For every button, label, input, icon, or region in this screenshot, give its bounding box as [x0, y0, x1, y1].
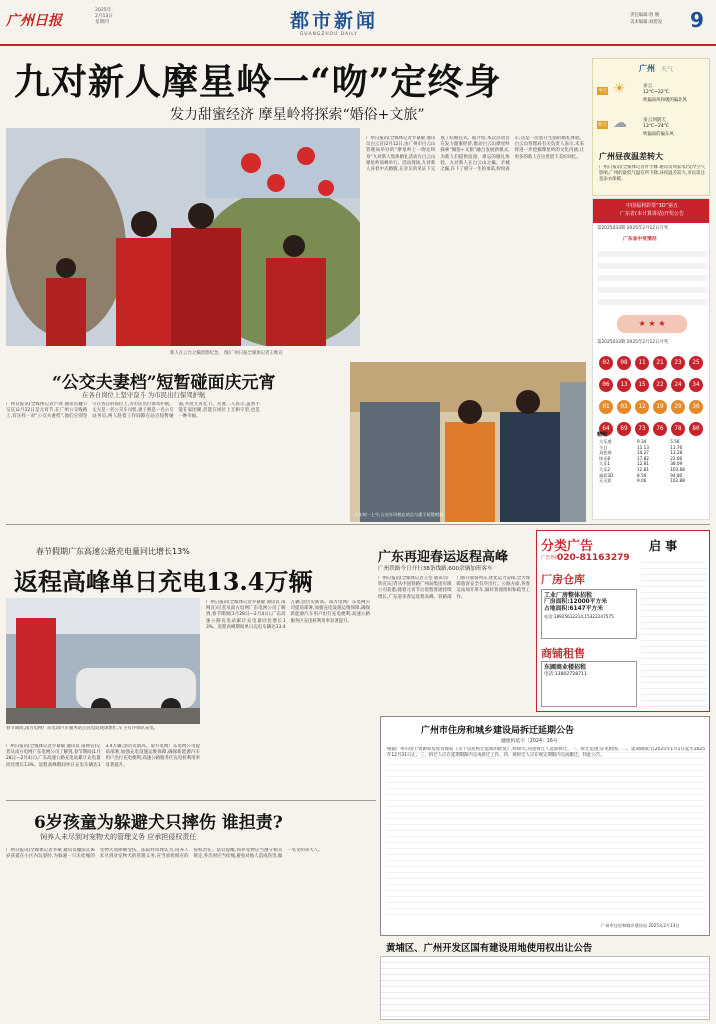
section-pinyin: GUANGZHOU DAILY: [300, 32, 358, 37]
lottery-number: 19: [653, 400, 667, 414]
relocation-title: 广州市住房和城乡建设局拆迁延期公告: [421, 726, 575, 736]
relocation-subtitle: 穗建拆延字〔2024〕16号: [501, 739, 558, 744]
lottery-table-row: 大乐2 12.81 103.88: [599, 466, 685, 472]
story3-headline: 返程高峰单日充电13.4万辆: [14, 567, 313, 596]
lottery-number: 13: [617, 378, 631, 392]
divider-2: [6, 800, 376, 801]
weather-label: 天气: [661, 66, 674, 73]
notice-title: 启 事: [649, 539, 678, 553]
weather-body: 广州日报讯(全媒体记者叶小娜 通讯员周家永)受冷空气影响,广州的最低气温有所下降,昼夜温差较大,市民需注意添衣保暖。: [599, 165, 705, 183]
lottery-number: 02: [599, 356, 613, 370]
lottery-number: 80: [689, 422, 703, 436]
lottery-number: 03: [617, 400, 631, 414]
factory-title: 厂房仓库: [541, 573, 585, 586]
lottery-section-label: 精明: [597, 432, 608, 438]
lottery-logo: ★ ★ ★: [617, 315, 687, 333]
story5-headline: 6岁孩童为躲避犬只摔伤 谁担责?: [34, 813, 283, 833]
lottery-number: 15: [635, 378, 649, 392]
lottery-number: 08: [617, 356, 631, 370]
bus-photo: [350, 362, 586, 522]
lottery-number: 73: [635, 422, 649, 436]
lottery-number: 06: [599, 378, 613, 392]
lottery-number: 64: [599, 422, 613, 436]
lottery-number: 22: [653, 378, 667, 392]
story5-body: 广州日报讯(全媒体记者李斌 通讯员穗法宣)6岁孩童在小区内玩耍时,为躲避一只未拴绳的宠物犬而摔倒受伤。法院经审理认为,饲养人未尽到对宠物犬的管理义务,应当承担相应的侵权责任。法官提醒,饲养宠物应当遵守相关规定,外出时应当拴绳,避免对他人造成伤害,做一名文明养犬人。: [6, 848, 323, 860]
divider-1: [6, 524, 710, 525]
relocation-notice: [380, 716, 710, 936]
story4-headline: 广东再迎春运返程高峰: [378, 550, 509, 565]
lottery-number: 34: [689, 378, 703, 392]
story2-subhead: 在各自岗位上坚守奋斗 为市民出行保驾护航: [82, 391, 206, 399]
lottery-table-row: 快乐8 17.82 22.66: [599, 455, 683, 461]
lottery-number: 11: [635, 356, 649, 370]
story1-subhead: 发力甜蜜经济 摩星岭将探索“婚俗+文旅”: [170, 107, 425, 123]
land-notice-title: 黄埔区、广州开发区国有建设用地使用权出让公告: [386, 943, 593, 954]
lottery-prize-table: [597, 245, 707, 309]
story3-caption: 春节期间,南方电网广东电动汽车服务站点充电站现场繁忙,车主有序排队充电。: [6, 726, 159, 731]
notice-column: [641, 557, 707, 707]
lottery-draw-2: 第2025033期 2025年2月12日开奖: [597, 340, 669, 345]
wedding-illustration: [6, 128, 360, 346]
story3-body-left: 广州日报讯(全媒体记者罗嘉敏 通讯员 南网宣)记者从南方电网广东电网公司了解到,春节期间(1月28日—2月4日),广东高速公路充电站累计充电量同比增长13%。返程高峰期间单日充电车辆达13.4万辆,创历史新高。南方电网广东电网公司提前部署,加强充电设施运维保障,确保新能源汽车用户出行充电便利,高速公路服务区充电桩利用率显著提升。: [6, 744, 200, 768]
lottery-table-row: 今日 11.13 11.76: [599, 444, 683, 450]
lottery-number: 24: [671, 378, 685, 392]
lottery-table-row: 天天彩 9.06 102.88: [599, 478, 685, 484]
charging-illustration: [6, 598, 200, 724]
factory-ad: 工业厂房整体招租 厂房面积:12000平方米 占地面积:6147平方米 电话:18925612214,15322247575: [541, 589, 637, 639]
shop-ad: 东圃商业楼招租 电话:13802728711: [541, 661, 637, 707]
lottery-table-row: 大乐透 9.34 5.56: [599, 439, 680, 444]
classified-label: 分类广告: [541, 539, 594, 554]
story3-body-right: 广州日报讯(全媒体记者罗嘉敏 通讯员 南网宣)记者从南方电网广东电网公司了解到,春节期间(1月28日—2月4日),广东高速公路充电站累计充电量同比增长13%。返程高峰期间单日充电车辆达13.4万辆,创历史新高。南方电网广东电网公司提前部署,加强充电设施运维保障,确保新能源汽车用户出行充电便利,高速公路服务区充电桩利用率显著提升。: [206, 600, 370, 630]
story1-caption: 新人在云台之巅留影纪念。 图/广州日报全媒体记者王维宣: [170, 351, 283, 356]
lottery-table-row: 大乐1 12.81 38.09: [599, 461, 683, 467]
lottery-table-row: 福彩3D 8.50 94.80: [599, 472, 683, 478]
bus-caption: 大年初一上午,公交车司机在站点与妻子短暂相遇。: [354, 512, 448, 517]
lottery-balls: [597, 349, 709, 432]
charging-photo: [6, 598, 200, 724]
classified-hotline[interactable]: 020-81163279: [557, 553, 630, 563]
lottery-number: 23: [671, 356, 685, 370]
masthead: [0, 0, 716, 46]
story2-body: 广州日报讯(全媒体记者卢冰 通讯员穗公交宣)2月12日是元宵节,在广州公交线路上,有这样一对“公交夫妻档”,他们分别坚守在各自的岗位上,为市民出行保驾护航。丈夫是一名公交车司机,妻子则是一名公交站务员,两人趁着工作间隙在站点短暂碰面,共度元宵佳节。夫妻二人表示,虽然不能在家团聚,但能在岗位上互相守望,也是一种幸福。: [6, 402, 260, 420]
lottery-box: [592, 198, 710, 520]
lottery-number: 29: [671, 400, 685, 414]
lottery-number: 25: [689, 356, 703, 370]
lottery-number: 21: [653, 356, 667, 370]
shop-title: 商铺租售: [541, 647, 585, 660]
issue-date: 2025年 2月13日 星期四: [95, 8, 113, 25]
story5-subhead: 饲养人未尽到对宠物犬的管理义务 应承担侵权责任: [40, 833, 197, 841]
relocation-body: 根据广州市国土资源和房屋管理局《关于房屋拆迁延期的批复》,经研究,同意拆迁人延期拆迁。一、拆迁范围:详见附图。二、延期期限:自2025年1月1日起至2025年12月31日止。三、拆迁人应在延期期限内完成拆迁工作。四、被拆迁人应在规定期限内完成搬迁。特此公告。: [387, 747, 705, 917]
story1-headline: 九对新人摩星岭一“吻”定终身: [14, 61, 502, 103]
page-number: 9: [690, 8, 704, 32]
lottery-number: 12: [635, 400, 649, 414]
section-title: 都市新闻: [290, 10, 379, 32]
editor-credit: 责任编辑:曾 婉 美术编辑:刘碧发: [630, 13, 663, 25]
classified-panel: [536, 530, 710, 712]
wedding-photo: [6, 128, 360, 346]
story3-kicker: 春节假期广东高速公路充电量同比增长13%: [36, 547, 190, 556]
lottery-draw: 第2025033期 2025年2月12日开奖: [597, 226, 669, 231]
classified-hotline-label: 广告热线: [541, 556, 560, 561]
lottery-subtitle: 广东省中奖情况: [623, 237, 657, 242]
story1-body: 广州日报讯(全媒体记者罗嘉敏 通讯员白云宣)2月12日,由广州市白云山管理局举办的“摩星岭上一吻定终身”九对新人集体婚礼活动在白云山摩星岭顶峰举行。活动现场,九对新人身着中式婚服,在亲友的见证下完成了结婚仪式。据介绍,本次活动旨在发力甜蜜经济,推动白云山摩星岭探索“婚俗+文旅”融合发展新模式,为新人们提供浪漫、难忘的婚礼体验。九对新人在白云山之巅、羊城之巅,许下了相守一生的承诺,纷纷表示,这是一次别开生面的婚礼体验。白云山管理局有关负责人表示,未来将进一步挖掘摩星岭的文化内涵,让更多的新人在这里留下美好回忆。: [366, 136, 584, 173]
lottery-table: [597, 439, 707, 484]
lottery-number: 01: [599, 400, 613, 414]
weather-today: 今天 ☀ 多云 12℃~22℃ 吹偏南风和缓的偏北风: [598, 81, 687, 103]
sun-icon: ☀: [613, 81, 626, 97]
story4-subhead: 广州铁路今日开行38条线路,600余辆加班客车: [378, 566, 493, 572]
weather-headline: 广州昼夜温差转大: [599, 151, 663, 161]
newspaper-logo: 广州日报: [6, 13, 62, 29]
weather-tomorrow: 明天 ☁ 多云到阴天 13℃~24℃ 吹偏南的偏东风: [598, 115, 674, 137]
weather-city: 广州: [639, 64, 655, 73]
relocation-date: 广州市住房和城乡建设局 2025年2月13日: [601, 923, 680, 928]
lottery-number: 69: [617, 422, 631, 436]
weather-box: [592, 58, 710, 196]
lottery-header: 中国福利彩票“3D”第五 广东省(本计算讲话)开奖公告: [593, 199, 710, 223]
story4-body: 广州日报讯(全媒体记者王坚 通讯员广铁宣)记者从中国铁路广州局集团有限公司获悉,随着元宵节后返程客流持续增长,广东迎来春运返程高峰。铁路部门加开旅客列车,优化运力安排,全力保障旅客安全有序出行。公路方面,各客运站加开班车,做好客流组织和疏导工作。: [378, 576, 530, 600]
story2-headline: “公交夫妻档”短暂碰面庆元宵: [52, 373, 276, 393]
land-notice-body: [380, 956, 710, 1020]
lottery-number: 30: [689, 400, 703, 414]
lottery-table-row: 双色球 10.27 13.28: [599, 450, 683, 456]
lottery-number: 78: [671, 422, 685, 436]
bus-illustration: [350, 362, 586, 522]
lottery-number: 76: [653, 422, 667, 436]
cloud-icon: ☁: [613, 115, 627, 131]
